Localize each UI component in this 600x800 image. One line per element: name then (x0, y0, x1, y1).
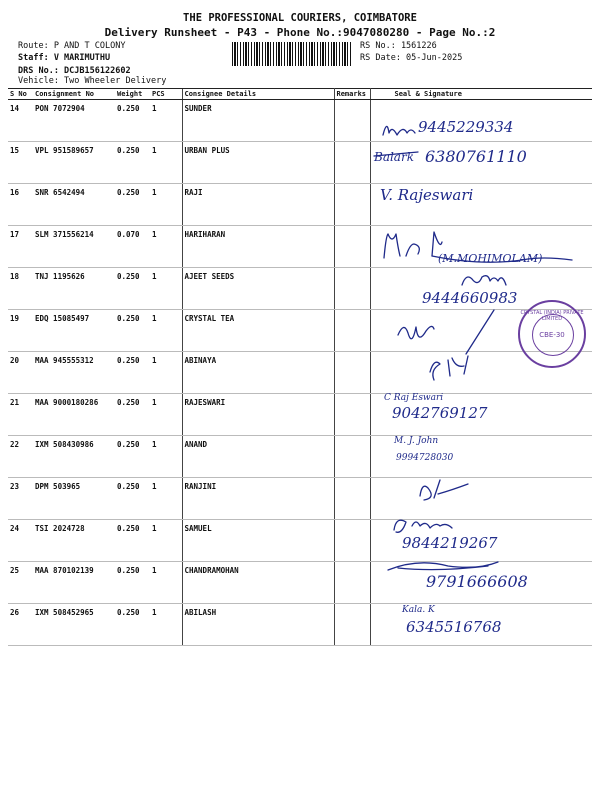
cell-pcs: 1 (150, 142, 182, 184)
cell-consignee: CHANDRAMOHAN (182, 562, 334, 604)
cell-consignment-no: MAA 870102139 (33, 562, 115, 604)
signature-scribble (383, 126, 415, 135)
cell-pcs: 1 (150, 604, 182, 646)
handwritten-phone: 9994728030 (396, 453, 454, 463)
cell-sno: 19 (8, 310, 33, 352)
signature-scribble (430, 310, 494, 380)
cell-weight: 0.250 (115, 562, 150, 604)
handwritten-name: M. J. John (394, 436, 439, 446)
cell-consignment-no: MAA 9000180286 (33, 394, 115, 436)
cell-consignee: RAJESWARI (182, 394, 334, 436)
cell-sno: 17 (8, 226, 33, 268)
cell-weight: 0.250 (115, 436, 150, 478)
col-header-signature: Seal & Signature (370, 89, 592, 100)
handwritten-phone: 9445229334 (418, 118, 514, 136)
handwritten-phone: 9791666608 (426, 572, 528, 591)
cell-consignment-no: IXM 508452965 (33, 604, 115, 646)
handwritten-name: (M.MOHIMOLAM) (438, 252, 543, 265)
cell-consignee: SAMUEL (182, 520, 334, 562)
cell-weight: 0.250 (115, 184, 150, 226)
cell-pcs: 1 (150, 226, 182, 268)
cell-consignee: URBAN PLUS (182, 142, 334, 184)
col-header-weight: Weight (115, 89, 150, 100)
cell-pcs: 1 (150, 520, 182, 562)
cell-consignment-no: PON 7072904 (33, 100, 115, 142)
signature-scribble: Balark (374, 150, 414, 164)
cell-consignee: RAJI (182, 184, 334, 226)
signature-scribble (384, 232, 442, 258)
handwritten-phone: 9042769127 (392, 404, 488, 422)
cell-weight: 0.250 (115, 100, 150, 142)
cell-consignee: AJEET SEEDS (182, 268, 334, 310)
runsheet-title: Delivery Runsheet - P43 - Phone No.:9047080280 - Page No.:2 (104, 26, 496, 39)
col-header-remarks: Remarks (334, 89, 370, 100)
cell-sno: 25 (8, 562, 33, 604)
cell-pcs: 1 (150, 394, 182, 436)
cell-sno: 21 (8, 394, 33, 436)
cell-sno: 15 (8, 142, 33, 184)
cell-weight: 0.250 (115, 352, 150, 394)
rs-number: RS No.: 1561226 (360, 41, 437, 51)
cell-pcs: 1 (150, 310, 182, 352)
handwritten-phone: 9444660983 (422, 289, 518, 307)
cell-pcs: 1 (150, 352, 182, 394)
handwritten-phone: 6345516768 (406, 618, 502, 636)
cell-pcs: 1 (150, 562, 182, 604)
cell-consignment-no: SNR 6542494 (33, 184, 115, 226)
cell-weight: 0.250 (115, 478, 150, 520)
cell-consignee: RANJINI (182, 478, 334, 520)
cell-consignment-no: MAA 945555312 (33, 352, 115, 394)
cell-pcs: 1 (150, 436, 182, 478)
cell-sno: 26 (8, 604, 33, 646)
cell-pcs: 1 (150, 478, 182, 520)
cell-sno: 24 (8, 520, 33, 562)
seal-text: CRYSTAL (INDIA) PRIVATE LIMITED (520, 310, 584, 322)
signature-scribble (420, 480, 468, 500)
handwritten-name: Kala. K (402, 605, 435, 615)
cell-weight: 0.250 (115, 520, 150, 562)
cell-sno: 22 (8, 436, 33, 478)
cell-consignment-no: TNJ 1195626 (33, 268, 115, 310)
col-header-sno: S No (8, 89, 33, 100)
col-header-pcs: PCS (150, 89, 182, 100)
signature-scribble (388, 562, 498, 570)
col-header-consignment: Consignment No (33, 89, 115, 100)
cell-pcs: 1 (150, 100, 182, 142)
cell-consignee: ABILASH (182, 604, 334, 646)
cell-pcs: 1 (150, 268, 182, 310)
vehicle-label: Vehicle: Two Wheeler Delivery (18, 76, 167, 86)
signature-scribble (398, 326, 434, 338)
cell-consignee: ABINAYA (182, 352, 334, 394)
company-seal (518, 300, 586, 368)
col-header-consignee: Consignee Details (182, 89, 334, 100)
drs-number: DRS No.: DCJB156122602 (18, 66, 131, 76)
signature-scribble (462, 276, 506, 285)
cell-weight: 0.070 (115, 226, 150, 268)
rs-date: RS Date: 05-Jun-2025 (360, 53, 463, 63)
cell-pcs: 1 (150, 184, 182, 226)
cell-consignment-no: DPM 503965 (33, 478, 115, 520)
cell-consignment-no: SLM 371556214 (33, 226, 115, 268)
handwritten-phone: 6380761110 (425, 147, 527, 166)
seal-code: CBE-30 (539, 331, 565, 339)
cell-consignee: HARIHARAN (182, 226, 334, 268)
cell-consignee: CRYSTAL TEA (182, 310, 334, 352)
cell-sno: 20 (8, 352, 33, 394)
cell-sno: 23 (8, 478, 33, 520)
cell-sno: 14 (8, 100, 33, 142)
cell-consignee: SUNDER (182, 100, 334, 142)
cell-sno: 16 (8, 184, 33, 226)
cell-consignment-no: IXM 508430986 (33, 436, 115, 478)
handwritten-phone: 9844219267 (402, 534, 498, 552)
signature-scribble (394, 520, 452, 532)
cell-consignment-no: VPL 951589657 (33, 142, 115, 184)
handwritten-name: V. Rajeswari (380, 186, 474, 204)
cell-weight: 0.250 (115, 604, 150, 646)
handwritten-name: C Raj Eswari (384, 393, 444, 403)
company-name: THE PROFESSIONAL COURIERS, COIMBATORE (183, 12, 417, 24)
cell-sno: 18 (8, 268, 33, 310)
cell-weight: 0.250 (115, 142, 150, 184)
route-label: Route: P AND T COLONY (18, 41, 126, 51)
staff-label: Staff: V MARIMUTHU (18, 53, 111, 63)
cell-consignee: ANAND (182, 436, 334, 478)
cell-weight: 0.250 (115, 268, 150, 310)
cell-consignment-no: EDQ 15085497 (33, 310, 115, 352)
cell-consignment-no: TSI 2024728 (33, 520, 115, 562)
cell-weight: 0.250 (115, 394, 150, 436)
cell-weight: 0.250 (115, 310, 150, 352)
